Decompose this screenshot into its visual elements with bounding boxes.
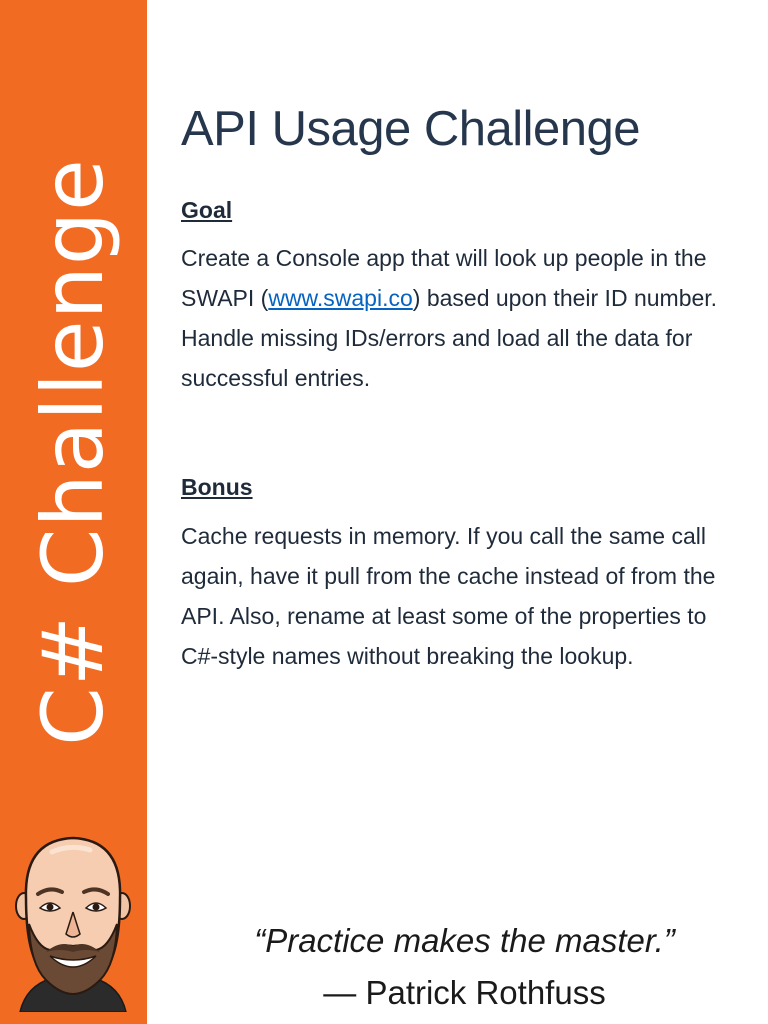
sidebar: [0, 0, 147, 1024]
sidebar-title: C# Challenge: [24, 158, 122, 746]
bonus-heading: Bonus: [181, 474, 253, 501]
avatar-illustration: [12, 828, 134, 1012]
quote-text: “Practice makes the master.”: [254, 922, 675, 959]
bonus-text: Cache requests in memory. If you call the same call again, have it pull from the cache instead of from the API. Also, rename at least some of the properties to C#-style names without breaking the lookup.: [181, 522, 716, 669]
goal-heading: Goal: [181, 196, 233, 223]
goal-text: [181, 238, 741, 398]
page-title: API Usage Challenge: [181, 102, 641, 156]
quote-author: — Patrick Rothfuss: [323, 974, 606, 1011]
goal-text-start: Create a Console app that will look up people in the SWAPI (: [181, 245, 707, 312]
goal-text-end: ) based upon their ID number. Handle missing IDs/errors and load all the data for successful entries.: [181, 285, 718, 392]
main-content: [181, 100, 741, 676]
swapi-link[interactable]: www.swapi.co: [268, 285, 413, 312]
